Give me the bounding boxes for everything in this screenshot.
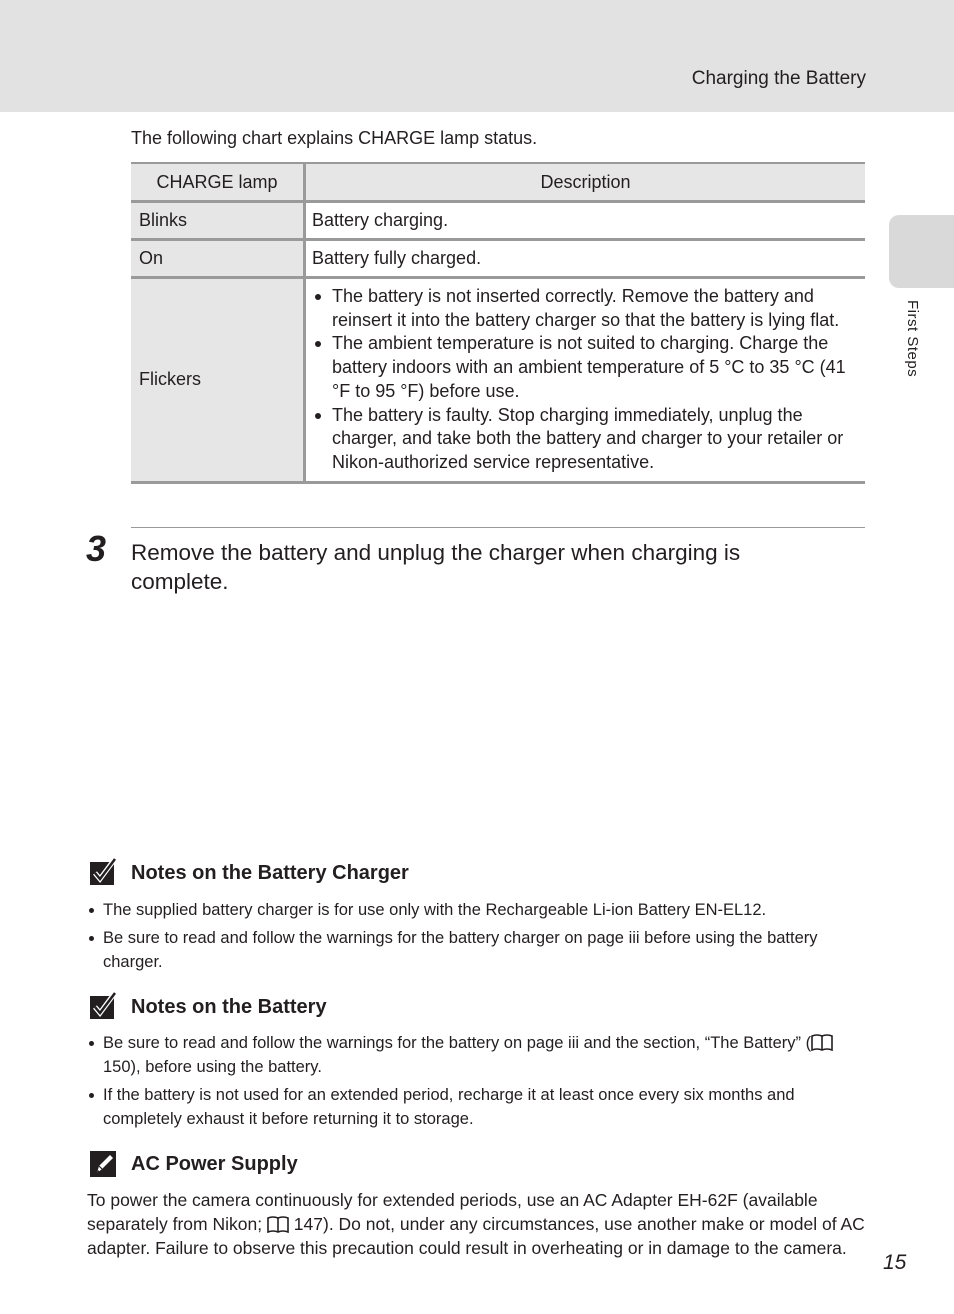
pencil-icon: [88, 1149, 118, 1179]
list-item-text: 150), before using the battery.: [103, 1058, 322, 1076]
lamp-cell: On: [131, 240, 303, 278]
paragraph-text: 147). Do not, under any circumstances, use another make or model of AC adapter. Failure to observe this precaution could result in overheating or in damage to the camera.: [87, 1214, 865, 1258]
header-description: Description: [306, 163, 865, 202]
table-row: [131, 202, 865, 240]
list-item: Be sure to read and follow the warnings for the battery charger on page iii before using the battery charger.: [87, 926, 867, 974]
notes-charger-title: Notes on the Battery Charger: [131, 862, 409, 884]
list-item: The battery is not inserted correctly. Remove the battery and reinsert it into the battery charger so that the battery is lying flat.: [312, 285, 857, 332]
list-item: If the battery is not used for an extended period, recharge it at least once every six months and completely exhaust it before returning it to storage.: [87, 1083, 867, 1131]
flickers-bullet-list: [312, 279, 857, 481]
list-item: The supplied battery charger is for use only with the Rechargeable Li-ion Battery EN-EL12.: [87, 898, 867, 922]
intro-text: The following chart explains CHARGE lamp status.: [131, 128, 538, 148]
book-reference-icon: [811, 1034, 833, 1051]
header-charge-lamp: CHARGE lamp: [131, 163, 303, 202]
notes-battery-title: Notes on the Battery: [131, 996, 327, 1018]
ac-supply-title: AC Power Supply: [131, 1153, 298, 1175]
charge-lamp-table: [131, 162, 865, 484]
list-item: The ambient temperature is not suited to charging. Charge the battery indoors with an ambient temperature of 5 °C to 35 °C (41 °F to 95 °F) before use.: [312, 332, 857, 403]
description-cell: [306, 278, 865, 483]
lamp-cell: Flickers: [131, 278, 303, 483]
book-reference-icon: [267, 1216, 289, 1233]
notes-charger-list: [87, 898, 867, 978]
step-text: Remove the battery and unplug the charger when charging is complete.: [131, 540, 741, 594]
notes-battery-list: [87, 1031, 867, 1135]
table-header-row: [131, 163, 865, 202]
header-band: [0, 0, 954, 112]
page-number: 15: [883, 1251, 907, 1274]
section-tab-label: First Steps: [904, 300, 921, 378]
page-header-title: Charging the Battery: [691, 68, 866, 89]
section-tab: [889, 215, 954, 288]
lamp-cell: Blinks: [131, 202, 303, 240]
ac-supply-paragraph: [87, 1188, 867, 1260]
description-cell: Battery fully charged.: [306, 240, 865, 278]
table-row: [131, 278, 865, 483]
list-item: [87, 1031, 867, 1079]
step-divider: [131, 527, 865, 528]
step-number: 3: [86, 528, 107, 569]
description-cell: Battery charging.: [306, 202, 865, 240]
table-row: [131, 240, 865, 278]
check-mark-icon: [88, 858, 118, 888]
paragraph-text: To power the camera continuously for extended periods, use an AC Adapter EH-62F (available separately from Nikon;: [87, 1190, 818, 1234]
check-mark-icon: [88, 992, 118, 1022]
list-item-text: Be sure to read and follow the warnings for the battery on page iii and the section, “The Battery” (: [103, 1034, 812, 1052]
list-item: The battery is faulty. Stop charging immediately, unplug the charger, and take both the battery and charger to your retailer or Nikon-authorized service representative.: [312, 404, 857, 475]
